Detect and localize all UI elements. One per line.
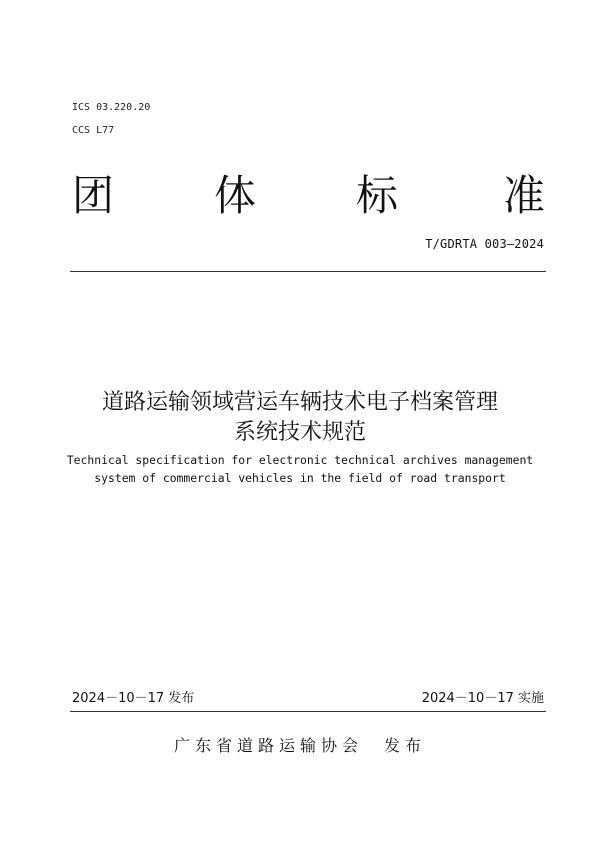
title-chinese-line-1: 道路运输领域营运车辆技术电子档案管理 bbox=[101, 390, 498, 415]
bottom-divider bbox=[70, 711, 546, 712]
issuer: 广东省道路运输协会 发布 bbox=[173, 736, 426, 755]
category-char-3: 标 bbox=[356, 171, 399, 220]
category-char-1: 团 bbox=[72, 171, 115, 220]
title-chinese-line-2: 系统技术规范 bbox=[233, 420, 366, 445]
publish-date: 2024－10－17 发布 bbox=[72, 691, 195, 706]
title-english bbox=[0, 451, 600, 487]
category-char-2: 体 bbox=[214, 171, 257, 220]
ccs-code: CCS L77 bbox=[72, 125, 115, 136]
title-chinese bbox=[0, 388, 600, 448]
ics-code: ICS 03.220.20 bbox=[72, 102, 151, 113]
implementation-date: 2024－10－17 实施 bbox=[421, 691, 544, 706]
title-english-line-1: Technical specification for electronic technical archives management bbox=[66, 453, 534, 467]
standard-number: T/GDRTA 003—2024 bbox=[425, 237, 544, 251]
title-english-line-2: system of commercial vehicles in the field of road transport bbox=[94, 471, 506, 485]
top-divider bbox=[70, 271, 546, 272]
category-char-4: 准 bbox=[503, 171, 546, 220]
